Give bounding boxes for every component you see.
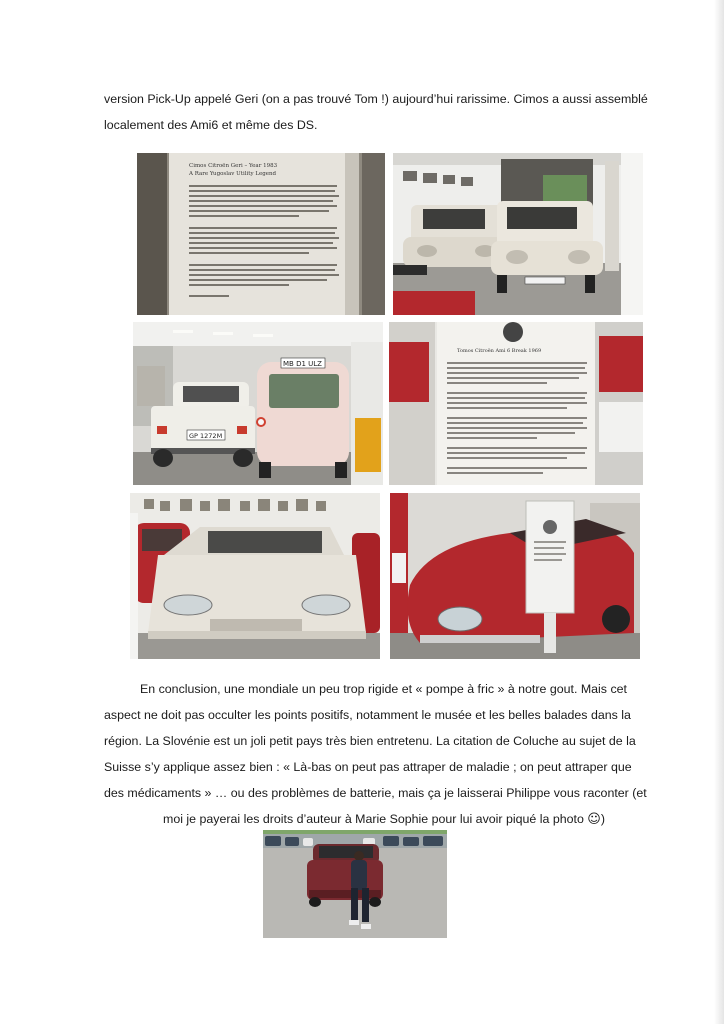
license-plate-rear-left: GP 1272M [189, 432, 223, 440]
conclusion-line-5: des médicaments » … ou des problèmes de batterie, mais ça je laisserai Philippe vous raconter (et [104, 786, 647, 800]
smiley-icon: ☺ [587, 812, 601, 827]
license-plate-rear-right: MB D1 ULZ [283, 360, 322, 368]
photo-pushing-car [263, 830, 447, 938]
sign-body-text-2 [447, 362, 587, 474]
conclusion-line-1: En conclusion, une mondiale un peu trop rigide et « pompe à fric » à notre gout. Mais cet [140, 682, 627, 696]
conclusion-line-4: Suisse s’y applique assez bien : « Là-bas on peut pas attraper de maladie ; on peut attraper que [104, 760, 632, 774]
scan-edge-shadow [714, 0, 724, 1024]
conclusion-line-6-text: moi je payerai les droits d’auteur à Marie Sophie pour lui avoir piqué la photo [163, 812, 588, 826]
intro-paragraph [104, 86, 664, 138]
sign-title-geri: Cimos Citroën Geri – Year 1983 [189, 163, 278, 169]
sign-subtitle-geri: A Rare Yugoslav Utility Legend [189, 171, 277, 177]
photo-rear-vehicles [133, 322, 383, 485]
conclusion-paragraph [104, 676, 664, 833]
conclusion-line-3: région. La Slovénie est un joli petit pays très bien entretenu. La citation de Coluche au sujet de la [104, 734, 636, 748]
conclusion-line-6 [104, 806, 664, 833]
photo-white-ami6 [130, 493, 380, 659]
photo-red-ds [390, 493, 640, 659]
conclusion-line-2: aspect ne doit pas occulter les points positifs, notamment le musée et les belles balades dans la [104, 708, 631, 722]
sign-title-tomos: Tomos Citroën Ami 6 Break 1969 [457, 348, 542, 354]
photo-tomos-sign [389, 322, 643, 485]
photo-geri-sign [137, 153, 385, 315]
photo-two-white-geri [393, 153, 643, 315]
intro-line-1: version Pick-Up appelé Geri (on a pas trouvé Tom !) aujourd’hui rarissime. Cimos a aussi assemblé [104, 92, 648, 106]
intro-line-2: localement des Ami6 et même des DS. [104, 118, 318, 132]
closing-paren: ) [600, 812, 605, 826]
